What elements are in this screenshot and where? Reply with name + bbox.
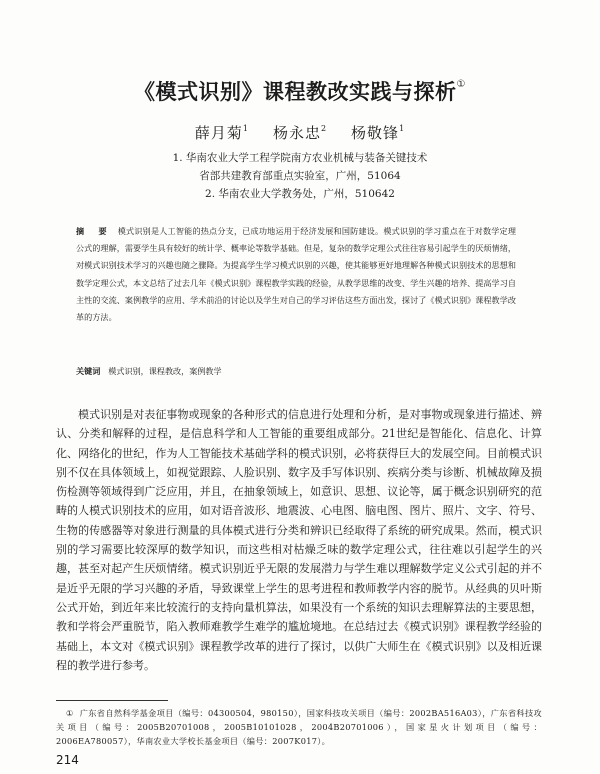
author-name: 薛月菊 — [194, 124, 243, 142]
keywords — [76, 366, 516, 377]
author-name: 杨敬锋 — [351, 124, 400, 142]
abstract-label: 摘 要 — [76, 226, 110, 236]
footnote-text: 广东省自然科学基金项目（编号：04300504，980150），国家科技攻关项目（编号：2002BA516A03），广东省科技攻关项目（编号：2005B20701008，2005B10101028，2004B20701006），国家星火计划项目（编号：2006EA780057），华南农业大学校长基金项目（编号：2007K017）。 — [56, 708, 542, 746]
author-list — [0, 122, 600, 143]
abstract — [76, 223, 516, 326]
page-number: 214 — [56, 753, 79, 767]
affiliation-1-line-1: 1. 华南农业大学工程学院南方农业机械与装备关键技术 — [172, 152, 428, 164]
affiliation-1-line-2: 省部共建教育部重点实验室，广州，51064 — [199, 170, 401, 182]
paper-title — [0, 76, 600, 106]
author — [351, 124, 405, 142]
body-paragraph: 模式识别是对表征事物或现象的各种形式的信息进行处理和分析，是对事物或现象进行描述、辨认、分类和解释的过程，是信息科学和人工智能的重要组成部分。21世纪是智能化、信息化、计算化、网络化的世纪，作为人工智能技术基础学科的模式识别，必将获得巨大的发展空间。目前模式识别不仅在具体领域上，如视觉跟踪、人脸识别、数字及手写体识别、疾病分类与诊断、机械故障及损伤检测等领域得到广泛应用，并且，在抽象领域上，如意识、思想、议论等，属于概念识别研究的范畴的人模式识别技术的应用，如对语音波形、地震波、心电图、脑电图、图片、照片、文字、符号、生物的传感器等对象进行测量的具体模式进行分类和辨识已经取得了系统的研究成果。然而，模式识别的学习需要比较深厚的数学知识，而这些相对枯燥乏味的数学定理公式，往往难以引起学生的兴趣，甚至对起产生厌烦情绪。模式识别近乎无限的发展潜力与学生难以理解数学定义公式引起的并不是近乎无限的学习兴趣的矛盾，导致课堂上学生的思考进程和教师教学内容的脱节。从经典的贝叶斯公式开始，到近年来比较流行的支持向量机算法，如果没有一个系统的知识去理解算法的主要思想，教和学将会严重脱节，陷入教师难教学生难学的尴尬境地。在总结过去《模式识别》课程教学经验的基础上，本文对《模式识别》课程教学改革的进行了探讨，以供广大师生在《模式识别》以及相近课程的教学进行参考。 — [56, 408, 542, 672]
keywords-text: 模式识别，课程教改，案例教学 — [108, 366, 222, 376]
footnote-marker: ① — [66, 708, 74, 718]
abstract-text: 模式识别是人工智能的热点分支，已成功地运用于经济发展和国防建设。模式识别的学习重点在于对数学定理公式的理解，需要学生具有较好的统计学、概率论等数学基础。但是，复杂的数学定理公式往往容易引起学生的厌烦情绪，对模式识别技术学习的兴趣也随之骤降。为提高学生学习模式识别的兴趣，使其能够更好地理解各种模式识别技术的思想和数学定理公式，本文总结了过去几年《模式识别》课程教学实践的经验，从教学思维的改变、学生兴趣的培养、提高学习自主性的交流、案例教学的应用、学术前沿的讨论以及学生对自己的学习评估这些方面出发，探讨了《模式识别》课程教学改革的方法。 — [76, 226, 516, 323]
body-text — [56, 405, 542, 675]
author-affiliation-mark: 1 — [242, 124, 249, 133]
keywords-label: 关键词 — [76, 366, 101, 376]
footnote-divider — [56, 700, 168, 701]
author-name: 杨永忠 — [272, 124, 321, 142]
footnote — [56, 706, 542, 748]
author — [273, 124, 327, 142]
author-affiliation-mark: 2 — [320, 124, 328, 133]
title-footnote-marker: ① — [456, 79, 466, 90]
title-text: 《模式识别》课程教改实践与探析 — [134, 80, 457, 104]
author — [195, 124, 249, 142]
author-affiliation-mark: 1 — [399, 124, 406, 133]
affiliation-2: 2. 华南农业大学教务处，广州，510642 — [205, 188, 395, 200]
